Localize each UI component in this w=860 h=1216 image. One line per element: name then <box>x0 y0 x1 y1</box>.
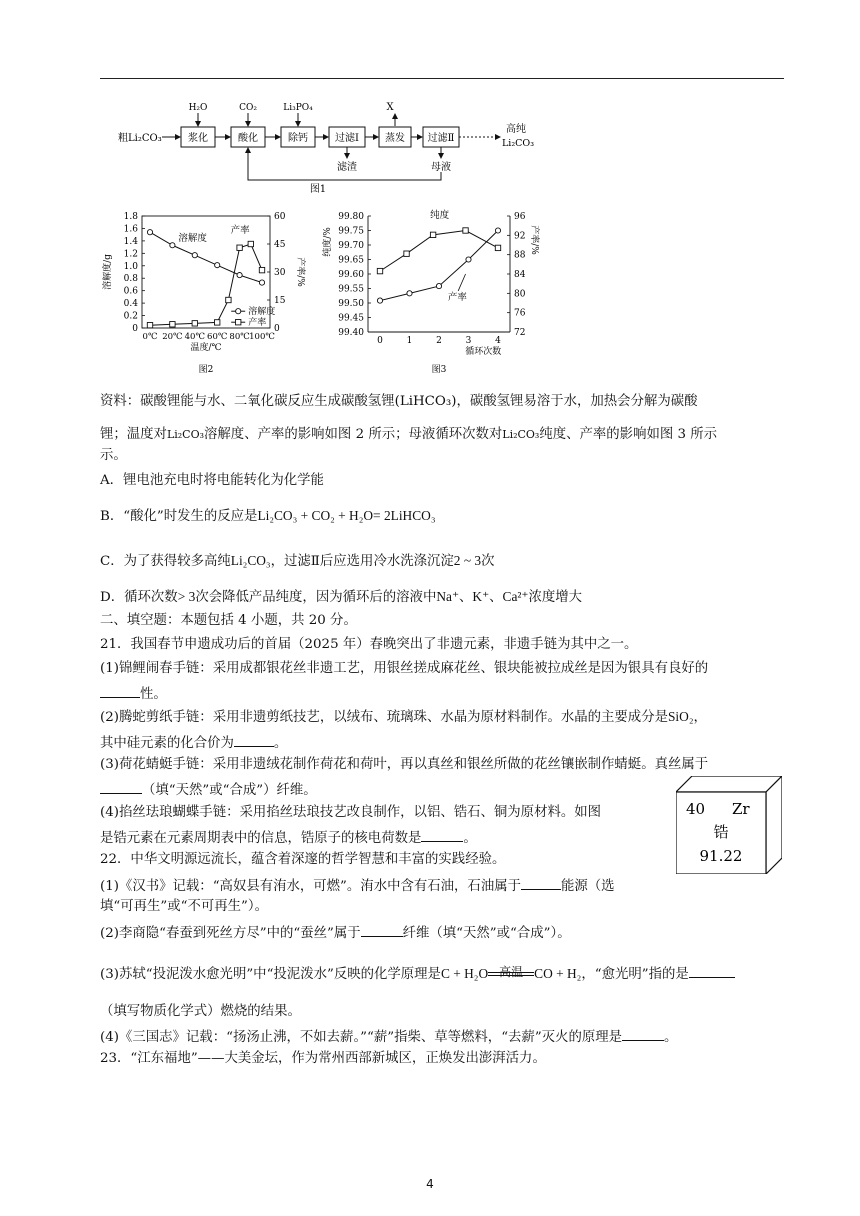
svg-text:Li₂CO₃: Li₂CO₃ <box>502 138 535 149</box>
data-point <box>147 230 152 235</box>
data-point <box>215 263 220 268</box>
right-tick-label: 0 <box>274 324 280 334</box>
data-point <box>248 241 253 246</box>
flow-step-evaporate <box>379 127 411 147</box>
right-tick-label: 92 <box>514 231 526 242</box>
figure-1-caption: 图1 <box>309 184 327 195</box>
element-symbol: Zr <box>732 800 750 818</box>
data-point <box>259 280 264 285</box>
right-tick-label: 80 <box>514 289 526 300</box>
answer-blank[interactable] <box>100 682 140 698</box>
q21-part-3-line-1: (3)荷花蜻蜓手链：采用非遗绒花制作荷花和荷叶，再以真丝和银丝所做的花丝镶嵌制作蜻蜓。真丝属于 <box>100 757 709 772</box>
data-point <box>495 245 500 250</box>
left-tick-label: 99.50 <box>338 299 364 309</box>
figure-3-chart <box>320 206 550 376</box>
data-point <box>377 268 382 273</box>
svg-text:酸化: 酸化 <box>238 133 258 144</box>
answer-blank[interactable] <box>421 826 463 842</box>
data-point <box>259 267 264 272</box>
annotation-purity: 纯度 <box>430 210 450 221</box>
flow-step-slurry <box>181 127 215 147</box>
header-rule <box>100 78 784 79</box>
left-tick-label: 99.65 <box>338 255 364 266</box>
right-tick-label: 15 <box>274 296 286 306</box>
left-tick-label: 1.4 <box>123 236 138 247</box>
element-number: 40 <box>686 800 706 818</box>
left-tick-label: 1.0 <box>123 261 138 272</box>
series-line-0 <box>380 231 498 272</box>
data-point <box>463 228 468 233</box>
left-tick-label: 99.75 <box>338 226 364 237</box>
reagent-co2: CO₂ <box>239 103 257 113</box>
byproduct-residue: 滤渣 <box>337 162 357 173</box>
x-tick-label: 100℃ <box>249 332 275 342</box>
left-tick-label: 0.6 <box>123 286 138 297</box>
flow-step-decalcify <box>281 127 315 147</box>
figure-1-flowchart <box>118 100 548 196</box>
info-line-3: 示。 <box>100 448 127 463</box>
right-tick-label: 45 <box>274 240 286 250</box>
right-tick-label: 72 <box>514 328 526 338</box>
x-tick-label: 3 <box>465 336 472 346</box>
legend-label: 溶解度 <box>248 307 276 318</box>
series-line-1 <box>150 244 262 325</box>
flow-input: 粗Li₂CO₃ <box>118 133 162 144</box>
data-point <box>192 321 197 326</box>
answer-blank[interactable] <box>100 778 142 794</box>
flow-step-filter-1 <box>329 127 365 147</box>
right-tick-label: 84 <box>514 270 526 280</box>
info-line-1: 资料：碳酸锂能与水、二氧化碳反应生成碳酸氢锂(LiHCO₃)，碳酸氢锂易溶于水，加热会分解为碳酸 <box>100 394 698 409</box>
data-point <box>495 228 500 233</box>
question-21: 21．我国春节申遗成功后的首届（2025 年）春晚突出了非遗元素，非遗手链为其中之一。 <box>100 637 638 652</box>
option-b: B．“酸化”时发生的反应是Li₂CO₃ + CO₂ + H₂O= 2LiHCO₃ <box>100 508 436 524</box>
x-tick-label: 80℃ <box>229 332 250 342</box>
left-tick-label: 99.45 <box>338 313 364 324</box>
left-tick-label: 1.6 <box>123 224 138 235</box>
q21-part-4-line-1: (4)掐丝珐琅蝴蝶手链：采用掐丝珐琅技艺改良制作，以铝、锆石、铜为原材料。如图 <box>100 805 602 820</box>
x-tick-label: 1 <box>406 336 413 346</box>
data-point <box>430 232 435 237</box>
left-tick-label: 99.80 <box>338 212 364 222</box>
left-axis-label: 溶解度/g <box>103 254 113 290</box>
right-tick-label: 60 <box>274 212 286 222</box>
x-tick-label: 40℃ <box>184 332 205 342</box>
figure-3-caption: 图3 <box>431 365 447 375</box>
x-tick-label: 4 <box>495 336 501 346</box>
annotation-yield: 产率 <box>447 292 467 304</box>
left-tick-label: 99.55 <box>338 284 364 295</box>
data-point <box>407 291 412 296</box>
data-point <box>237 245 242 250</box>
annotation-solubility: 溶解度 <box>178 232 207 244</box>
answer-blank[interactable] <box>521 874 561 890</box>
svg-text:蒸发: 蒸发 <box>385 133 405 144</box>
data-point <box>466 257 471 262</box>
left-tick-label: 99.70 <box>338 241 364 251</box>
question-23: 23．“江东福地”——大美金坛，作为常州西部新城区，正焕发出澎湃活力。 <box>100 1051 546 1066</box>
answer-blank[interactable] <box>622 1025 664 1041</box>
answer-blank[interactable] <box>361 921 403 937</box>
flow-step-acidify <box>231 127 265 147</box>
right-tick-label: 76 <box>514 308 526 319</box>
reagent-x: X <box>386 102 394 113</box>
answer-blank[interactable] <box>689 962 735 978</box>
q21-part-2-line-1: (2)腾蛇剪纸手链：采用非遗剪纸技艺，以绒布、琉璃珠、水晶为原材料制作。水晶的主要成分是SiO₂， <box>100 709 707 725</box>
data-point <box>170 243 175 248</box>
x-tick-label: 2 <box>436 336 442 346</box>
data-point <box>404 251 409 256</box>
x-tick-label: 0℃ <box>142 332 158 342</box>
annotation-leader <box>458 274 465 291</box>
byproduct-mother-liquor: 母液 <box>431 162 451 173</box>
q21-part-2-line-2: 其中硅元素的化合价为 。 <box>100 731 790 754</box>
q22-part-1-line-1: (1)《汉书》记载：“高奴县有洧水，可燃”。洧水中含有石油，石油属于 能源（选 <box>100 874 675 897</box>
legend-marker <box>236 320 241 325</box>
section-2-heading: 二、填空题：本题包括 4 小题，共 20 分。 <box>100 613 357 628</box>
page-number: 4 <box>426 1177 434 1191</box>
right-axis-label: 产率/% <box>529 225 539 255</box>
reagent-li3po4: Li₃PO₄ <box>283 103 313 113</box>
legend-marker <box>236 309 241 314</box>
data-point <box>170 322 175 327</box>
info-line-2: 锂；温度对Li₂CO₃溶解度、产率的影响如图 2 所示；母液循环次数对Li₂CO₃纯度、产率的影响如图 3 所示 <box>100 427 718 442</box>
q22-part-4: (4)《三国志》记载：“扬汤止沸，不如去薪。”“薪”指柴、草等燃料，“去薪”灭火的原理是 。 <box>100 1025 790 1048</box>
x-axis-label: 循环次数 <box>465 347 502 357</box>
x-tick-label: 20℃ <box>162 332 183 342</box>
q21-part-1-line-2: 性。 <box>100 682 790 705</box>
left-tick-label: 1.2 <box>123 249 138 260</box>
data-point <box>226 297 231 302</box>
left-tick-label: 1.8 <box>123 212 138 222</box>
right-axis-label: 产率/% <box>295 257 305 287</box>
element-mass: 91.22 <box>699 847 743 865</box>
q22-part-2: (2)李商隐“春蚕到死丝方尽”中的“蚕丝”属于 纤维（填“天然”或“合成”）。 <box>100 921 790 944</box>
data-point <box>436 283 441 288</box>
legend-label: 产率 <box>248 318 267 329</box>
right-tick-label: 88 <box>514 250 526 261</box>
q21-part-1-line-1: (1)锦鲤闹春手链：采用成都银花丝非遗工艺，用银丝搓成麻花丝、银块能被拉成丝是因为银具有良好的 <box>100 661 709 676</box>
x-tick-label: 0 <box>377 336 383 346</box>
left-tick-label: 0.2 <box>123 311 138 322</box>
data-point <box>377 298 382 303</box>
left-tick-label: 99.40 <box>338 328 364 338</box>
x-axis-label: 温度/℃ <box>190 343 222 353</box>
left-tick-label: 0 <box>132 324 138 334</box>
svg-text:浆化: 浆化 <box>188 133 208 144</box>
figure-2-chart <box>100 206 310 376</box>
data-point <box>147 323 152 328</box>
q21-part-4-line-2: 是锆元素在元素周期表中的信息，锆原子的核电荷数是 。 <box>100 826 670 849</box>
svg-text:除钙: 除钙 <box>288 133 308 144</box>
element-name: 锆 <box>713 823 729 841</box>
x-tick-label: 60℃ <box>207 332 228 342</box>
option-d: D．循环次数> 3次会降低产品纯度，因为循环后的溶液中Na⁺、K⁺、Ca²⁺浓度增大 <box>100 589 583 605</box>
question-22: 22．中华文明源远流长，蕴含着深邃的哲学智慧和丰富的实践经验。 <box>100 852 506 867</box>
option-c: C．为了获得较多高纯Li₂CO₃，过滤Ⅱ后应选用冷水洗涤沉淀2 ~ 3次 <box>100 553 495 569</box>
left-tick-label: 0.8 <box>123 274 138 285</box>
right-tick-label: 30 <box>274 268 286 278</box>
left-tick-label: 99.60 <box>338 270 364 280</box>
q22-part-3-line-1: (3)苏轼“投泥泼水愈光明”中“投泥泼水”反映的化学原理是C + H₂O 高温 CO + H₂，“愈光明”指的是 <box>100 962 790 985</box>
flow-output: 高纯 <box>506 124 526 135</box>
flow-step-filter-2 <box>423 127 459 147</box>
data-point <box>237 273 242 278</box>
left-axis-label: 纯度/% <box>323 227 333 257</box>
svg-text:过滤Ⅰ: 过滤Ⅰ <box>335 133 359 144</box>
reaction-condition: 高温 <box>499 965 524 979</box>
reagent-water: H₂O <box>188 103 208 113</box>
annotation-yield: 产率 <box>230 224 250 236</box>
option-a: A．锂电池充电时将电能转化为化学能 <box>100 473 324 488</box>
series-line-1 <box>380 231 498 304</box>
data-point <box>215 320 220 325</box>
left-tick-label: 0.4 <box>123 299 138 310</box>
svg-text:过滤Ⅱ: 过滤Ⅱ <box>427 133 455 144</box>
q22-part-1-line-2: 填“可再生”或“不可再生”）。 <box>100 899 268 914</box>
q21-part-3-line-2: （填“天然”或“合成”）纤维。 <box>100 778 790 801</box>
data-point <box>192 253 197 258</box>
answer-blank[interactable] <box>234 731 274 747</box>
figure-2-caption: 图2 <box>198 365 214 375</box>
right-tick-label: 96 <box>514 212 526 222</box>
q22-part-3-line-2: （填写物质化学式）燃烧的结果。 <box>100 1004 301 1019</box>
